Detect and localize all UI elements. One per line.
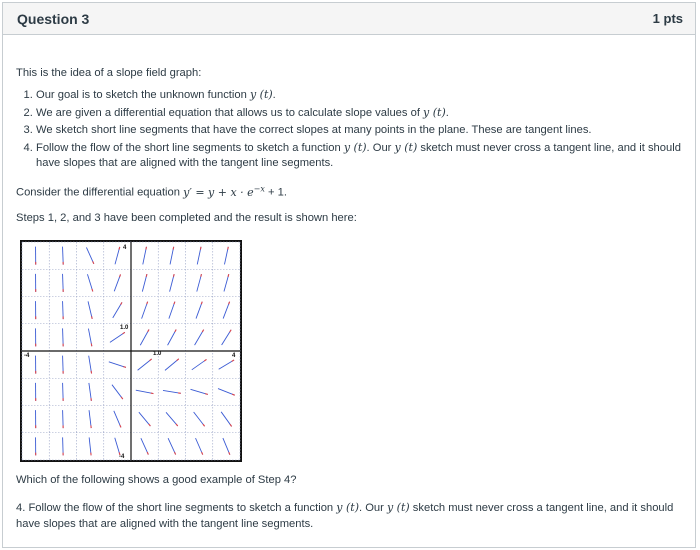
slope-segment-tip [91,344,92,347]
list-item [36,140,686,171]
slope-segment-tip [146,247,147,250]
slope-segment [63,437,64,455]
slope-segment-tip [200,247,201,250]
slope-segment-tip [228,247,229,250]
math-expression: y (t) [386,501,410,514]
y-min-label: -4 [119,454,125,460]
step4-suffix: sketch must never cross a tangent line, and it should have slopes that are aligned with the tangent line segments. [16,502,674,530]
list-item [36,87,686,103]
step-text: sketch must never cross a tangent line, and it should have slopes that are aligned with the tangent line segments. [36,142,681,169]
slope-field-graph [20,240,242,462]
slope-segment-tip [173,274,174,277]
math-expression: y (t) [336,501,359,514]
equation-main: y′ = y + x · e [183,185,254,199]
question-body [16,38,686,226]
slope-segment-tip [205,394,208,395]
step-text: We sketch short line segments that have the correct slopes at many points in the plane. These are tangent lines. [36,124,592,136]
equation-exponent: −x [253,184,265,193]
list-item [36,105,686,121]
question-title: Question 3 [17,11,90,27]
step-text: . Our [366,142,395,154]
point-label-b: 1.0 [153,351,162,357]
step-text: . [272,89,276,101]
slope-segment-tip [151,393,154,394]
steps-done-text: Steps 1, 2, and 3 have been completed and the result is shown here: [16,211,357,224]
intro-text: This is the idea of a slope field graph: [16,67,202,79]
x-max-label: 4 [232,353,236,359]
consider-prefix: Consider the differential equation [16,186,184,199]
slope-segment-tip [92,289,93,292]
list-item [36,123,686,138]
question-points: 1 pts [652,11,683,26]
step-text: Follow the flow of the short line segments to sketch a function [36,142,344,154]
steps-list [16,87,686,171]
slope-segment [63,328,64,346]
equation-suffix: + 1. [264,186,287,199]
math-expression: y (t) [423,106,446,119]
slope-segment-tip [228,274,229,277]
step4-prefix: 4. Follow the flow of the short line segments to sketch a function [16,502,337,514]
step-text: We are given a differential equation that allows us to calculate slope values of [36,107,424,119]
differential-equation [183,186,265,199]
which-prompt: Which of the following shows a good example of Step 4? [16,474,297,486]
step-text: Our goal is to sketch the unknown function [36,89,250,101]
step-text: . [445,107,449,119]
math-expression: y (t) [249,88,273,101]
step4-repeat-text [16,500,686,532]
slope-field-svg [20,240,242,462]
consider-text [16,181,686,201]
y-max-label: 4 [123,245,127,251]
x-min-label: -4 [24,353,30,359]
slope-segment-tip [201,274,202,277]
point-label-a: 1.0 [120,325,129,331]
slope-segment-tip [173,247,174,250]
math-expression: y (t) [343,141,367,154]
slope-segment-tip [146,274,147,277]
slope-segment-tip [92,316,93,319]
after-graph-text [16,472,686,532]
slope-segment-tip [119,247,120,250]
step4-mid: . Our [358,502,387,514]
math-expression: y (t) [394,141,418,154]
question-header [3,3,695,35]
